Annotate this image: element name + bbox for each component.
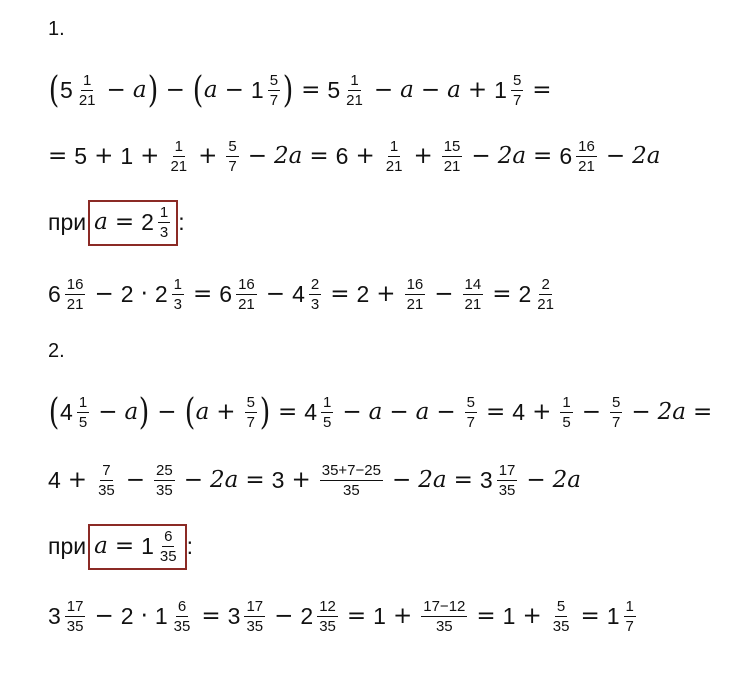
term: 1 [120, 143, 134, 170]
term: 3 [271, 467, 285, 494]
mixed-number [228, 598, 267, 636]
plus-sign: + [532, 399, 552, 426]
denominator: 35 [552, 618, 570, 636]
problem-1-line-2 [48, 138, 660, 176]
denominator: 5 [78, 414, 88, 432]
multiply-dot: · [140, 603, 148, 630]
fraction [168, 138, 189, 176]
variable: a [415, 399, 430, 426]
minus-sign: − [391, 467, 412, 494]
variable-term: 2a [418, 467, 447, 494]
variable-term: 2a [552, 467, 582, 494]
fraction [172, 276, 184, 314]
minus-sign: − [581, 399, 601, 426]
denominator: 7 [228, 158, 237, 176]
variable: a [124, 399, 139, 426]
fraction [551, 598, 572, 636]
problem-2-condition [48, 524, 193, 570]
mixed-number [60, 394, 91, 432]
equals-sign: = [309, 143, 329, 170]
numerator: 17−12 [421, 598, 467, 617]
mixed-number [155, 598, 194, 636]
variable: a [447, 77, 461, 104]
numerator: 5 [245, 394, 257, 413]
minus-sign: − [420, 77, 441, 104]
fraction [77, 394, 89, 432]
fraction [442, 138, 463, 176]
mixed-number [141, 528, 180, 566]
denominator: 21 [443, 158, 461, 176]
minus-sign: − [224, 77, 244, 104]
equals-sign: = [532, 77, 552, 104]
equals-sign: = [301, 77, 321, 104]
fraction [320, 462, 383, 500]
equals-sign: = [453, 467, 473, 494]
numerator: 1 [624, 598, 636, 617]
denominator: 21 [346, 92, 363, 110]
numerator: 1 [172, 276, 184, 295]
denominator: 21 [66, 296, 84, 314]
fraction [321, 394, 333, 432]
fraction [610, 394, 622, 432]
equals-sign: = [193, 281, 213, 308]
denominator: 3 [173, 296, 183, 314]
mixed-number [141, 204, 172, 242]
minus-sign: − [605, 143, 626, 170]
term: 1 [373, 603, 386, 630]
denominator: 5 [323, 414, 332, 432]
fraction [344, 72, 365, 110]
numerator: 12 [317, 598, 338, 617]
whole-part: 4 [304, 399, 318, 426]
denominator: 35 [156, 482, 173, 500]
mixed-number [251, 72, 282, 110]
numerator: 2 [309, 276, 321, 295]
variable-term: 2a [657, 399, 686, 426]
whole-part: 4 [60, 399, 73, 426]
minus-sign: − [631, 399, 651, 426]
plus-sign: + [392, 603, 413, 630]
minus-sign: − [94, 281, 114, 308]
right-paren: ) [138, 391, 150, 433]
minus-sign: − [183, 467, 204, 494]
numerator: 1 [158, 204, 170, 223]
denominator: 7 [625, 618, 634, 636]
denominator: 21 [238, 296, 255, 314]
denominator: 21 [385, 158, 403, 176]
denominator: 35 [498, 482, 516, 500]
whole-part: 5 [60, 77, 73, 104]
equals-sign: = [114, 209, 135, 236]
whole-part: 1 [141, 533, 154, 560]
minus-sign: − [342, 399, 362, 426]
equals-sign: = [330, 281, 350, 308]
numerator: 17 [244, 598, 265, 617]
denominator: 21 [578, 158, 595, 176]
numerator: 6 [176, 598, 188, 617]
variable: a [94, 209, 108, 236]
whole-part: 1 [494, 77, 507, 104]
minus-sign: − [98, 399, 118, 426]
whole-part: 3 [227, 603, 241, 630]
equals-sign: = [114, 533, 135, 560]
whole-part: 5 [327, 77, 341, 104]
problem-2-line-4 [48, 598, 638, 636]
mixed-number [292, 276, 323, 314]
plus-sign: + [522, 603, 542, 630]
numerator: 5 [610, 394, 622, 413]
denominator: 3 [310, 296, 320, 314]
fraction [624, 598, 636, 636]
plus-sign: + [413, 143, 433, 170]
fraction [576, 138, 597, 176]
numerator: 16 [65, 276, 86, 295]
numerator: 1 [388, 138, 400, 157]
term: 6 [335, 143, 349, 170]
denominator: 7 [269, 92, 279, 110]
mixed-number [300, 598, 339, 636]
denominator: 3 [159, 224, 169, 242]
fraction [158, 204, 170, 242]
numerator: 1 [348, 72, 360, 91]
term: 1 [502, 603, 516, 630]
numerator: 5 [226, 138, 238, 157]
numerator: 16 [236, 276, 257, 295]
numerator: 5 [268, 72, 280, 91]
equals-sign: = [245, 467, 265, 494]
minus-sign: − [157, 399, 177, 426]
whole-part: 2 [300, 603, 314, 630]
fraction [77, 72, 98, 110]
plus-sign: + [355, 143, 375, 170]
mixed-number [155, 276, 186, 314]
problem-1-condition [48, 200, 185, 246]
denominator: 35 [159, 548, 177, 566]
term: 2 [120, 603, 134, 630]
fraction [172, 598, 193, 636]
multiply-dot: · [140, 281, 148, 308]
mixed-number [480, 462, 519, 500]
fraction [65, 598, 86, 636]
problem-1-line-4 [48, 276, 558, 314]
equals-sign: = [533, 143, 553, 170]
equals-sign: = [201, 603, 221, 630]
denominator: 7 [246, 414, 255, 432]
equals-sign: = [580, 603, 600, 630]
numerator: 6 [162, 528, 174, 547]
fraction [497, 462, 518, 500]
numerator: 5 [555, 598, 567, 617]
whole-part: 6 [559, 143, 573, 170]
variable: a [132, 77, 147, 104]
term: 4 [48, 467, 61, 494]
left-paren: ( [192, 69, 204, 111]
plus-sign: + [67, 467, 88, 494]
fraction [421, 598, 467, 636]
denominator: 35 [98, 482, 115, 500]
fraction [245, 394, 257, 432]
variable: a [94, 533, 108, 560]
term: 5 [74, 143, 88, 170]
minus-sign: − [94, 603, 114, 630]
whole-part: 2 [141, 209, 154, 236]
fraction [65, 276, 86, 314]
plus-sign: + [198, 143, 218, 170]
equals-sign: = [346, 603, 367, 630]
fraction [511, 72, 523, 110]
variable: a [195, 399, 210, 426]
minus-sign: − [471, 143, 491, 170]
numerator: 1 [321, 394, 333, 413]
minus-sign: − [436, 399, 456, 426]
fraction [384, 138, 405, 176]
condition-label: при [48, 209, 87, 236]
mixed-number [60, 72, 99, 110]
fraction [268, 72, 280, 110]
condition-box [88, 524, 186, 570]
whole-part: 2 [518, 281, 532, 308]
right-paren: ) [147, 69, 158, 111]
numerator: 1 [81, 72, 93, 91]
variable: a [368, 399, 383, 426]
term: 2 [120, 281, 134, 308]
whole-part: 2 [154, 281, 168, 308]
denominator: 21 [406, 296, 424, 314]
fraction [158, 528, 179, 566]
fraction [405, 276, 426, 314]
equals-sign: = [692, 399, 713, 426]
whole-part: 6 [48, 281, 61, 308]
denominator: 21 [78, 92, 96, 110]
plus-sign: + [216, 399, 236, 426]
fraction [154, 462, 175, 500]
problem-2-number: 2. [48, 340, 65, 362]
numerator: 1 [77, 394, 89, 413]
fraction [560, 394, 572, 432]
denominator: 35 [246, 618, 264, 636]
variable-term: 2a [497, 143, 527, 170]
minus-sign: − [106, 77, 126, 104]
term: 2 [356, 281, 370, 308]
mixed-number [494, 72, 525, 110]
minus-sign: − [434, 281, 454, 308]
numerator: 1 [560, 394, 572, 413]
problem-1-line-1 [48, 69, 559, 111]
fraction [226, 138, 238, 176]
denominator: 5 [562, 414, 571, 432]
problem-2-line-1 [48, 391, 719, 433]
plus-sign: + [140, 143, 160, 170]
equals-sign: = [277, 399, 298, 426]
minus-sign: − [247, 143, 268, 170]
plus-sign: + [94, 143, 114, 170]
numerator: 25 [154, 462, 175, 481]
right-paren: ) [282, 69, 294, 111]
equals-sign: = [492, 281, 512, 308]
condition-label: при [48, 533, 87, 560]
problem-1-number: 1. [48, 18, 65, 40]
numerator: 7 [100, 462, 112, 481]
problem-2-line-2 [48, 462, 581, 500]
left-paren: ( [184, 391, 195, 433]
denominator: 35 [173, 618, 191, 636]
right-paren: ) [259, 391, 271, 433]
fraction [96, 462, 117, 500]
numerator: 17 [497, 462, 518, 481]
denominator: 35 [435, 618, 453, 636]
mixed-number [304, 394, 335, 432]
variable-term: 2a [210, 467, 239, 494]
whole-part: 4 [292, 281, 305, 308]
denominator: 35 [343, 482, 360, 500]
variable-term: 2a [632, 143, 661, 170]
mixed-number [559, 138, 598, 176]
denominator: 21 [464, 296, 482, 314]
fraction [463, 276, 484, 314]
minus-sign: − [265, 281, 286, 308]
variable: a [203, 77, 218, 104]
fraction [236, 276, 257, 314]
mixed-number [519, 276, 558, 314]
variable: a [400, 77, 414, 104]
whole-part: 1 [606, 603, 620, 630]
mixed-number [327, 72, 366, 110]
fraction [465, 394, 477, 432]
denominator: 35 [319, 618, 336, 636]
equals-sign: = [48, 143, 68, 170]
equals-sign: = [476, 603, 496, 630]
plus-sign: + [291, 467, 311, 494]
numerator: 17 [65, 598, 86, 617]
fraction [535, 276, 556, 314]
fraction [244, 598, 265, 636]
whole-part: 3 [479, 467, 493, 494]
equals-sign: = [486, 399, 506, 426]
minus-sign: − [165, 77, 185, 104]
minus-sign: − [389, 399, 409, 426]
numerator: 2 [539, 276, 551, 295]
minus-sign: − [125, 467, 146, 494]
minus-sign: − [526, 467, 546, 494]
denominator: 7 [512, 92, 522, 110]
whole-part: 1 [154, 603, 168, 630]
term: 4 [512, 399, 526, 426]
left-paren: ( [48, 391, 60, 433]
whole-part: 3 [48, 603, 61, 630]
plus-sign: + [376, 281, 396, 308]
colon: : [186, 533, 193, 560]
fraction [317, 598, 338, 636]
denominator: 21 [537, 296, 554, 314]
mixed-number [48, 276, 87, 314]
numerator: 5 [465, 394, 477, 413]
variable-term: 2a [274, 143, 303, 170]
numerator: 35+7−25 [320, 462, 383, 481]
denominator: 7 [466, 414, 475, 432]
condition-box [88, 200, 178, 246]
left-paren: ( [48, 69, 60, 111]
fraction [309, 276, 321, 314]
numerator: 16 [576, 138, 597, 157]
whole-part: 6 [219, 281, 233, 308]
plus-sign: + [467, 77, 488, 104]
mixed-number [607, 598, 638, 636]
numerator: 1 [173, 138, 185, 157]
numerator: 15 [442, 138, 463, 157]
denominator: 7 [611, 414, 621, 432]
colon: : [178, 209, 185, 236]
mixed-number [48, 598, 87, 636]
minus-sign: − [373, 77, 394, 104]
numerator: 5 [511, 72, 523, 91]
numerator: 16 [405, 276, 426, 295]
minus-sign: − [274, 603, 294, 630]
mixed-number [219, 276, 258, 314]
denominator: 35 [66, 618, 84, 636]
numerator: 14 [463, 276, 484, 295]
denominator: 21 [170, 158, 188, 176]
whole-part: 1 [250, 77, 264, 104]
